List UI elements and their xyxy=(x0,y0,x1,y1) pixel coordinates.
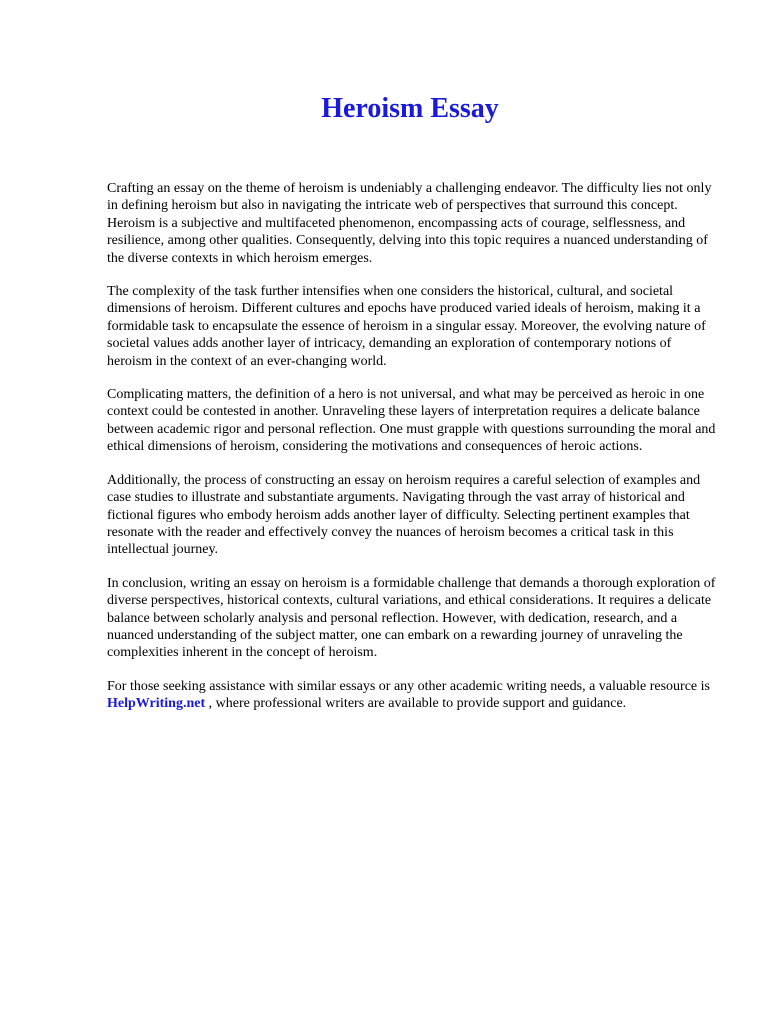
paragraph-3: Complicating matters, the definition of a hero is not universal, and what may be perceived as heroic in one context could be contested in another. Unraveling these layers of interpretation requires a delicate balance between academic rigor and personal reflection. One must grapple with questions surrounding the moral and ethical dimensions of heroism, considering the motivations and consequences of heroic actions. xyxy=(107,387,716,455)
helpwriting-link[interactable]: HelpWriting.net xyxy=(107,696,206,712)
closing-paragraph xyxy=(107,678,719,713)
paragraph-4: Additionally, the process of constructing an essay on heroism requires a careful selection of examples and case studies to illustrate and substantiate arguments. Navigating through the vast array of historical and fictional figures who embody heroism adds another layer of difficulty. Selecting pertinent examples that resonate with the reader and effectively convey the nuances of heroism becomes a critical task in this intellectual journey. xyxy=(107,472,701,558)
paragraph-1: Crafting an essay on the theme of heroism is undeniably a challenging endeavor. The difficulty lies not only in defining heroism but also in navigating the intricate web of perspectives that surround this concept. Heroism is a subjective and multifaceted phenomenon, encompassing acts of courage, selflessness, and resilience, among other qualities. Consequently, delving into this topic requires a nuanced understanding of the diverse contexts in which heroism emerges. xyxy=(107,181,712,266)
essay-body xyxy=(107,180,719,729)
paragraph-2: The complexity of the task further intensifies when one considers the historical, cultural, and societal dimensions of heroism. Different cultures and epochs have produced varied ideals of heroism, making it a formidable task to encapsulate the essence of heroism in a singular essay. Moreover, the evolving nature of societal values adds another layer of intricacy, demanding an exploration of contemporary notions of heroism in the context of an ever-changing world. xyxy=(107,284,706,369)
closing-text-after: , where professional writers are available to provide support and guidance. xyxy=(205,696,627,712)
paragraph-5: In conclusion, writing an essay on heroism is a formidable challenge that demands a thorough exploration of diverse perspectives, historical contexts, cultural variations, and ethical considerations. It requires a delicate balance between scholarly analysis and personal reflection. However, with dedication, research, and a nuanced understanding of the subject matter, one can embark on a rewarding journey of unraveling the complexities inherent in the concept of heroism. xyxy=(107,575,716,661)
page-title: Heroism Essay xyxy=(321,93,499,124)
closing-text-before: For those seeking assistance with similar essays or any other academic writing needs, a valuable resource is xyxy=(107,678,710,694)
